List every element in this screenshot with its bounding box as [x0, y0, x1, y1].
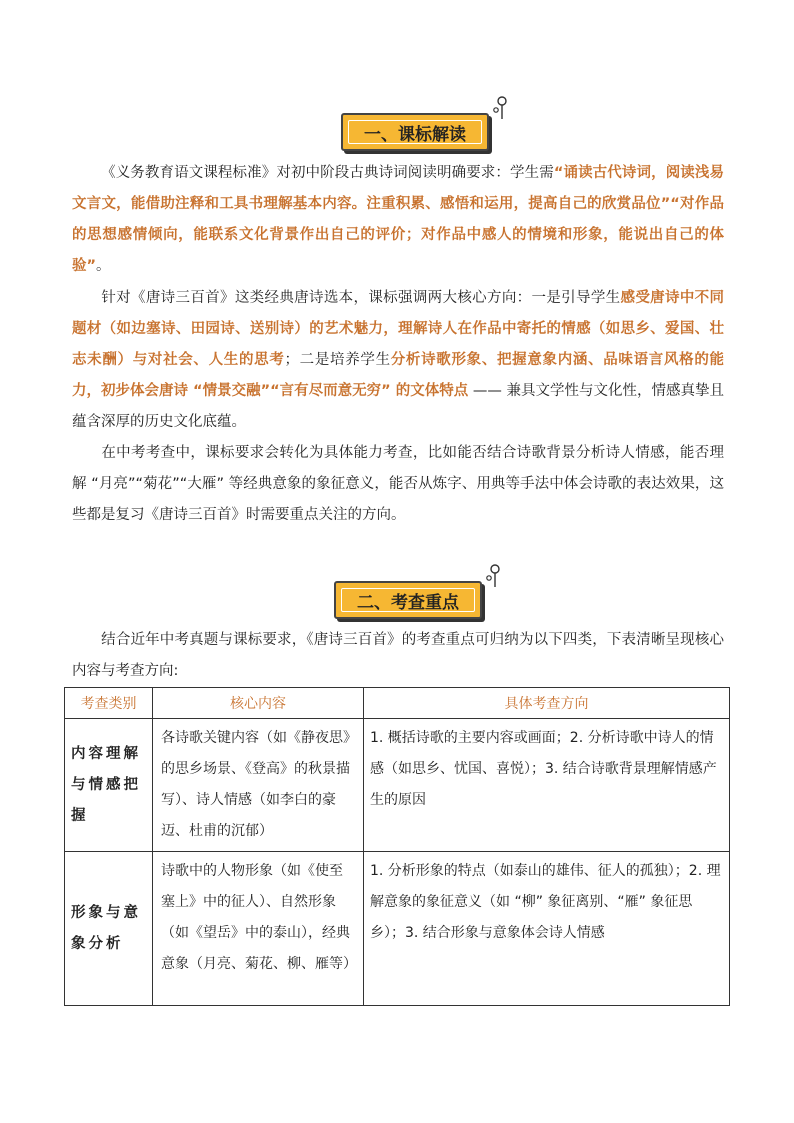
p2-highlight: 感受唐诗中不同题材（如边塞诗、田园诗、送别诗）的艺术魅力，理解诗人在作品中寄托的情感（如思乡、爱国、壮志未酬）与对社会、人生的思考	[72, 290, 724, 368]
core-content-cell: 诗歌中的人物形象（如《使至塞上》中的征人）、自然形象（如《望岳》中的泰山），经典意象（月亮、菊花、柳、雁等）	[153, 852, 364, 1006]
table-row	[65, 719, 730, 852]
category-cell: 形象与意象分析	[65, 852, 153, 1006]
category-cell: 内容理解与情感把握	[65, 719, 153, 852]
p1-seg: 《义务教育语文课程标准》对初中阶段古典诗词阅读明确要求：学生需	[101, 165, 554, 181]
table-header: 核心内容	[153, 688, 364, 719]
p2-seg: 针对《唐诗三百首》这类经典唐诗选本，课标强调两大核心方向：一是引导学生	[101, 290, 621, 306]
exam-focus-table	[64, 687, 730, 1006]
table-header: 具体考查方向	[364, 688, 730, 719]
decoration-icon	[482, 563, 502, 589]
p2-highlight: 分析诗歌形象、把握意象内涵、品味语言风格的能力，初步体会唐诗 “情景交融”“言有尽而意无穷” 的文体特点	[72, 352, 724, 399]
table-header: 考查类别	[65, 688, 153, 719]
section-title-2: 二、考查重点	[357, 592, 459, 613]
section-heading-1	[341, 113, 493, 151]
p2-seg: —— 兼具文学性与文化性，情感真挚且蕴含深厚的历史文化底蕴。	[72, 383, 725, 430]
paragraph-standard-requirement	[72, 158, 724, 282]
paragraph-table-intro	[72, 625, 724, 687]
p1-seg: 。	[96, 258, 111, 274]
table-header-row	[65, 688, 730, 719]
paragraph-core-directions	[72, 283, 724, 438]
section-title-1: 一、课标解读	[364, 124, 466, 145]
direction-cell: 1. 分析形象的特点（如泰山的雄伟、征人的孤独）；2. 理解意象的象征意义（如 “柳” 象征离别、“雁” 象征思乡）；3. 结合形象与意象体会诗人情感	[364, 852, 730, 1006]
section-heading-2	[334, 581, 486, 619]
p1-highlight: “诵读古代诗词，阅读浅易文言文，能借助注释和工具书理解基本内容。注重积累、感悟和运用，提高自己的欣赏品位”“对作品的思想感情倾向，能联系文化背景作出自己的评价；对作品中感人的情境和形象，能说出自己的体验”	[72, 165, 725, 274]
paragraph-exam-focus	[72, 438, 724, 531]
intro-text: 结合近年中考真题与课标要求，《唐诗三百首》的考查重点可归纳为以下四类，下表清晰呈现核心内容与考查方向:	[72, 632, 724, 679]
core-content-cell: 各诗歌关键内容（如《静夜思》的思乡场景、《登高》的秋景描写）、诗人情感（如李白的豪迈、杜甫的沉郁）	[153, 719, 364, 852]
p3-text: 在中考考查中，课标要求会转化为具体能力考查，比如能否结合诗歌背景分析诗人情感，能否理解 “月亮”“菊花”“大雁” 等经典意象的象征意义，能否从炼字、用典等手法中体会诗歌的表达效果，这些都是复习《唐诗三百首》时需要重点关注的方向。	[72, 445, 724, 523]
p2-seg: ；二是培养学生	[284, 352, 391, 368]
direction-cell: 1. 概括诗歌的主要内容或画面；2. 分析诗歌中诗人的情感（如思乡、忧国、喜悦）；3. 结合诗歌背景理解情感产生的原因	[364, 719, 730, 852]
decoration-icon	[489, 95, 509, 121]
table-row	[65, 852, 730, 1006]
